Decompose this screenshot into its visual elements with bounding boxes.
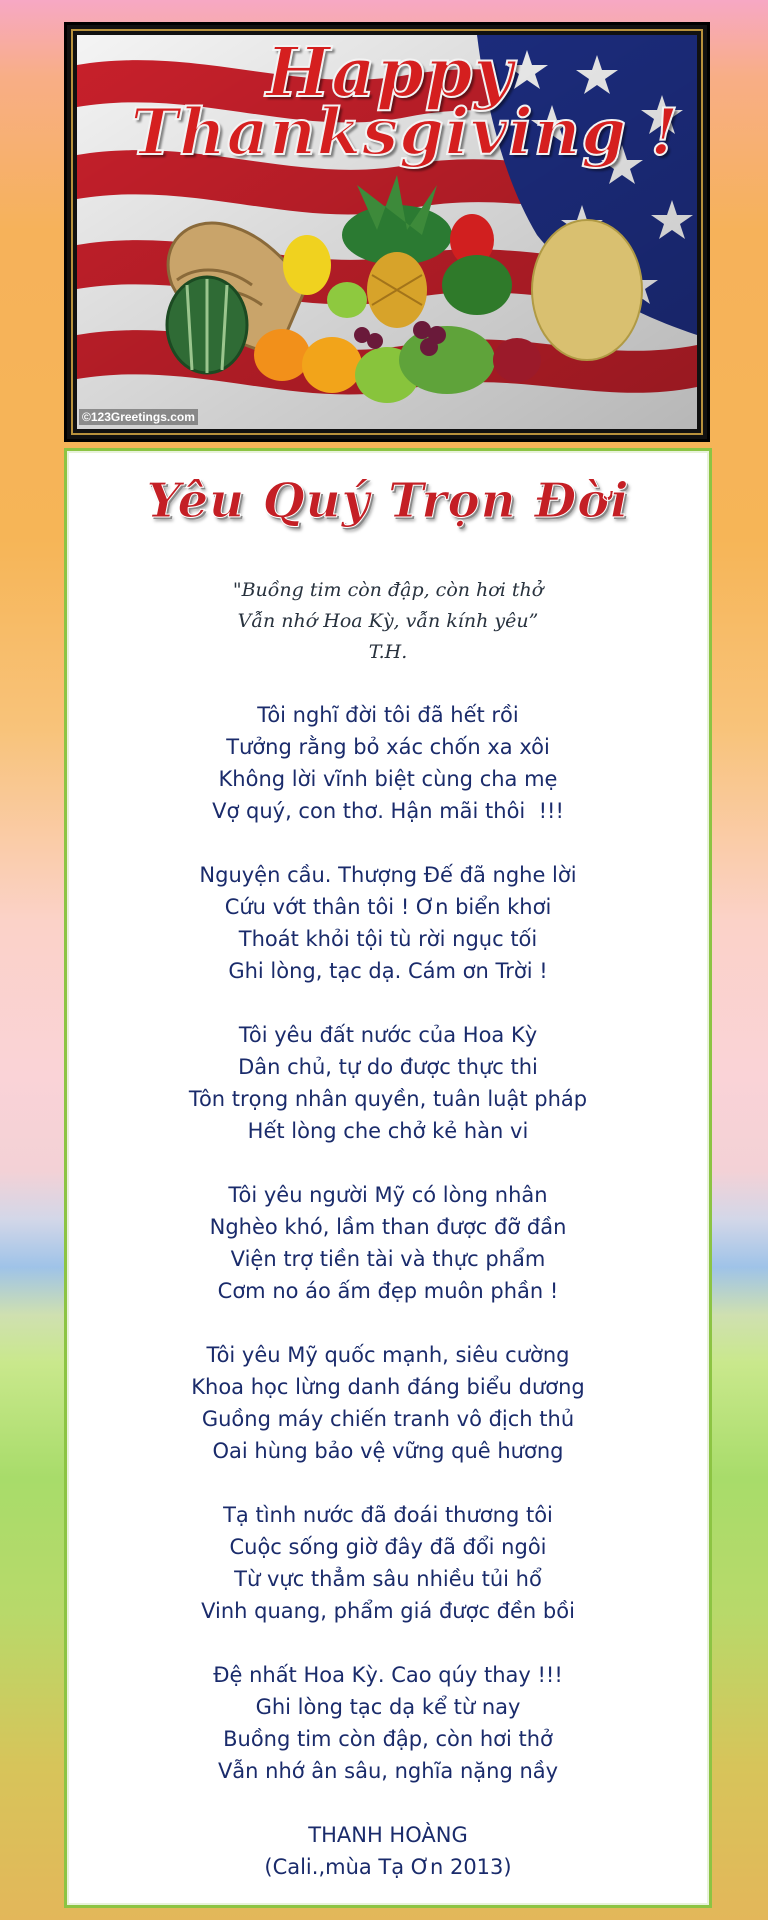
poem-line: Cơm no áo ấm đẹp muôn phần !	[217, 1279, 559, 1303]
poem-line: Buồng tim còn đập, còn hơi thở	[223, 1727, 553, 1751]
thanksgiving-banner	[64, 22, 710, 442]
poem-line: Vinh quang, phẩm giá được đền bồi	[201, 1599, 575, 1623]
copyright-watermark: ©123Greetings.com	[79, 409, 198, 425]
poem-line: Hết lòng che chở kẻ hàn vi	[247, 1119, 529, 1143]
stanza	[67, 699, 709, 827]
poem-line: Từ vực thẳm sâu nhiều tủi hổ	[234, 1567, 542, 1591]
poem-line: Đệ nhất Hoa Kỳ. Cao qúy thay !!!	[213, 1663, 563, 1687]
poem-line: Thoát khỏi tội tù rời ngục tối	[238, 927, 538, 951]
poem-line: Ghi lòng, tạc dạ. Cám ơn Trời !	[228, 959, 548, 983]
poem-line: Cứu vớt thân tôi ! Ơn biển khơi	[224, 895, 552, 919]
poem-line: Vẫn nhớ ân sâu, nghĩa nặng nầy	[217, 1759, 559, 1783]
poem-line: Khoa học lừng danh đáng biểu dương	[191, 1375, 585, 1399]
greeting-line-1: Happy	[266, 33, 514, 113]
poem-line: Tôn trọng nhân quyền, tuân luật pháp	[188, 1087, 588, 1111]
author-name: THANH HOÀNG	[308, 1823, 468, 1847]
signature	[67, 1819, 709, 1883]
poem-line: Tôi nghĩ đời tôi đã hết rồi	[257, 703, 519, 727]
epigraph-line: Vẫn nhớ Hoa Kỳ, vẫn kính yêu”	[237, 610, 539, 632]
stanza	[67, 1019, 709, 1147]
poem-line: Ghi lòng tạc dạ kể từ nay	[255, 1695, 521, 1719]
stanza	[67, 859, 709, 987]
stanza	[67, 1339, 709, 1467]
stanza	[67, 1179, 709, 1307]
place-date: (Cali.,mùa Tạ Ơn 2013)	[264, 1855, 512, 1879]
poem-panel	[64, 448, 712, 1908]
greeting-line-2: Thanksgiving !	[130, 95, 680, 170]
epigraph	[67, 575, 709, 668]
epigraph-attribution: T.H.	[368, 641, 408, 663]
poem-line: Guồng máy chiến tranh vô địch thủ	[201, 1407, 575, 1431]
poem-line: Nghèo khó, lầm than được đỡ đần	[209, 1215, 567, 1239]
poem-line: Dân chủ, tự do được thực thi	[238, 1055, 538, 1079]
poem-line: Oai hùng bảo vệ vững quê hương	[212, 1439, 564, 1463]
poem-line: Không lời vĩnh biệt cùng cha mẹ	[218, 767, 558, 791]
poem-line: Tạ tình nước đã đoái thương tôi	[223, 1503, 553, 1527]
poem-line: Nguyện cầu. Thượng Đế đã nghe lời	[199, 863, 577, 887]
poem-line: Tôi yêu đất nước của Hoa Kỳ	[238, 1023, 538, 1047]
poem-body	[67, 699, 709, 1883]
poem-line: Tôi yêu Mỹ quốc mạnh, siêu cường	[206, 1343, 570, 1367]
poem-line: Viện trợ tiền tài và thực phẩm	[230, 1247, 546, 1271]
stanza	[67, 1659, 709, 1787]
greeting-text	[67, 33, 710, 170]
poem-line: Tôi yêu người Mỹ có lòng nhân	[228, 1183, 548, 1207]
stanza	[67, 1499, 709, 1627]
poem-line: Vợ quý, con thơ. Hận mãi thôi !!!	[212, 799, 564, 823]
poem-title: Yêu Quý Trọn Đời	[146, 473, 630, 529]
epigraph-line: "Buồng tim còn đập, còn hơi thở	[232, 579, 544, 601]
poem-line: Cuộc sống giờ đây đã đổi ngôi	[229, 1535, 547, 1559]
poem-line: Tưởng rằng bỏ xác chốn xa xôi	[226, 735, 550, 759]
